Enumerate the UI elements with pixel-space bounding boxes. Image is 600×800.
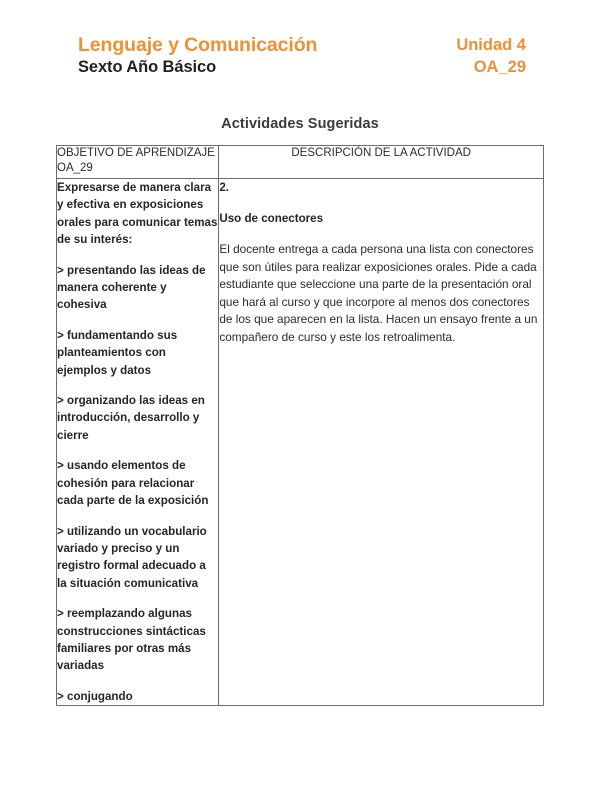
table-header-objective-label: OBJETIVO DE APRENDIZAJE OA_29: [57, 147, 215, 174]
subject-title: Lenguaje y Comunicación: [78, 34, 318, 56]
objective-bullet-7: > conjugando: [57, 689, 133, 703]
unit-label: Unidad 4: [456, 36, 526, 54]
activity-subtitle: Uso de conectores: [219, 212, 324, 225]
objective-bullet-5: > utilizando un vocabulario variado y preciso y un registro formal adecuado a la situación comunicativa: [57, 524, 207, 590]
document-header: [0, 0, 600, 100]
activity-body-text: El docente entrega a cada persona una lista con conectores que son útiles para realizar exposiciones orales. Pide a cada estudiante que seleccione una parte de la presentación oral que hará al curso y que incorpore al menos dos conectores de los que aparecen en la lista. Hacen un ensayo frente a un compañero de curso y este los retroalimenta.: [219, 242, 538, 344]
objective-bullet-1: > presentando las ideas de manera coherente y cohesiva: [57, 263, 206, 312]
objective-bullet-3: > organizando las ideas en introducción, desarrollo y cierre: [57, 394, 205, 442]
grade-title: Sexto Año Básico: [78, 58, 217, 76]
header-right-block: [330, 34, 526, 78]
activity-number: 2.: [219, 181, 229, 194]
description-cell: [219, 179, 544, 706]
table-header-row: [57, 146, 544, 179]
objective-bullet-6: > reemplazando algunas construcciones sintácticas familiares por otras más variadas: [57, 607, 206, 673]
oa-code-label: OA_29: [473, 58, 526, 76]
table-row: [57, 179, 544, 706]
objective-intro: Expresarse de manera clara y efectiva en exposiciones orales para comunicar temas de su interés:: [57, 181, 218, 247]
activity-table: [56, 145, 544, 706]
objective-bullet-4: > usando elementos de cohesión para relacionar cada parte de la exposición: [57, 459, 209, 508]
objective-cell: [57, 179, 219, 706]
table-header-objective: [57, 146, 219, 179]
page-title: Actividades Sugeridas: [221, 116, 379, 132]
table-header-description-label: DESCRIPCIÓN DE LA ACTIVIDAD: [291, 147, 471, 159]
table-header-description: [219, 146, 544, 179]
objective-bullet-2: > fundamentando sus planteamientos con ejemplos y datos: [57, 328, 178, 377]
